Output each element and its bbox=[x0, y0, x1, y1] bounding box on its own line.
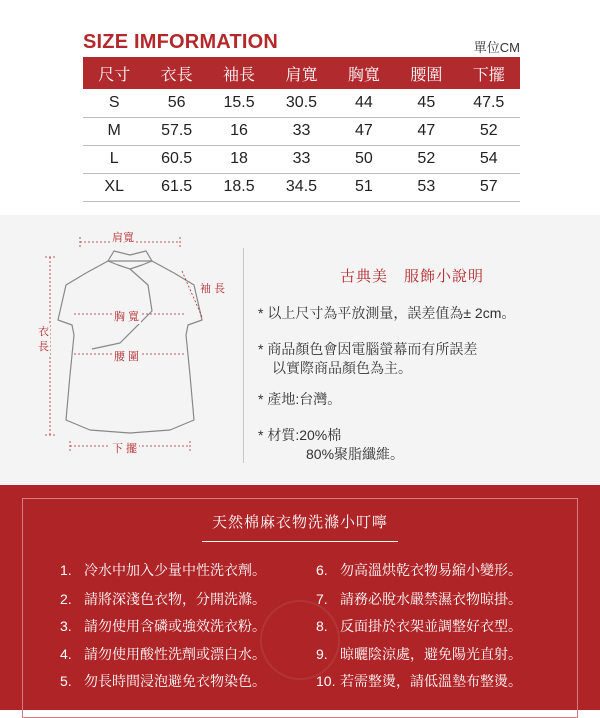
table-cell: 16 bbox=[208, 117, 270, 145]
table-header: 下擺 bbox=[458, 57, 520, 89]
table-cell: 50 bbox=[333, 145, 395, 173]
table-cell: 57 bbox=[458, 173, 520, 201]
label-shoulder: 肩寬 bbox=[110, 229, 136, 245]
table-cell: 61.5 bbox=[145, 173, 207, 201]
care-item bbox=[60, 589, 266, 609]
care-title: 天然棉麻衣物洗滌小叮嚀 bbox=[211, 514, 388, 531]
care-item bbox=[60, 560, 266, 580]
care-item-num: 9. bbox=[316, 646, 328, 662]
table-header: 衣長 bbox=[145, 57, 207, 89]
note-line: * 以上尺寸為平放測量，誤差值為± 2cm。 bbox=[258, 305, 516, 321]
size-section bbox=[0, 0, 600, 215]
note-item bbox=[258, 426, 404, 464]
care-item-num: 6. bbox=[316, 562, 328, 578]
care-item-text: 反面掛於衣架並調整好衣型。 bbox=[340, 618, 522, 634]
label-sleeve: 袖 長 bbox=[198, 280, 227, 296]
watermark-logo bbox=[260, 600, 340, 680]
note-line: * 產地:台灣。 bbox=[258, 391, 342, 407]
label-hem: 下 擺 bbox=[110, 440, 139, 456]
table-cell: 57.5 bbox=[145, 117, 207, 145]
table-cell: 15.5 bbox=[208, 89, 270, 117]
care-item bbox=[60, 616, 266, 636]
table-header-row bbox=[83, 57, 520, 89]
table-row bbox=[83, 173, 520, 201]
table-row bbox=[83, 89, 520, 117]
shirt-collar bbox=[108, 251, 152, 269]
care-item-num: 1. bbox=[60, 562, 72, 578]
table-cell: 18 bbox=[208, 145, 270, 173]
divider bbox=[243, 248, 244, 463]
note-line: * 材質:20%棉 bbox=[258, 427, 342, 443]
shirt-diagram bbox=[30, 225, 230, 465]
care-item-num: 3. bbox=[60, 618, 72, 634]
table-cell: 60.5 bbox=[145, 145, 207, 173]
table-cell: 51 bbox=[333, 173, 395, 201]
table-cell: 54 bbox=[458, 145, 520, 173]
care-item bbox=[60, 644, 266, 664]
care-item-text: 請將深淺色衣物，分開洗滌。 bbox=[84, 591, 266, 607]
size-title: SIZE IMFORMATION bbox=[83, 31, 279, 53]
table-cell: 18.5 bbox=[208, 173, 270, 201]
note-line: 80%聚脂纖維。 bbox=[306, 446, 405, 462]
care-item-num: 8. bbox=[316, 618, 328, 634]
care-item bbox=[316, 644, 522, 664]
unit-label: 單位CM bbox=[473, 40, 520, 55]
care-item-num: 5. bbox=[60, 673, 72, 689]
table-header: 肩寬 bbox=[270, 57, 332, 89]
label-waist: 腰 圍 bbox=[112, 348, 141, 364]
table-header: 腰圍 bbox=[395, 57, 457, 89]
table-cell: 45 bbox=[395, 89, 457, 117]
note-line: 以實際商品顏色為主。 bbox=[272, 360, 412, 376]
table-cell: 47.5 bbox=[458, 89, 520, 117]
table-cell: XL bbox=[83, 173, 145, 201]
table-cell: 47 bbox=[333, 117, 395, 145]
table-cell: 47 bbox=[395, 117, 457, 145]
table-row bbox=[83, 117, 520, 145]
care-item-text: 勿長時間浸泡避免衣物染色。 bbox=[84, 673, 266, 689]
care-item-text: 晾曬陰涼處，避免陽光直射。 bbox=[340, 646, 522, 662]
table-cell: M bbox=[83, 117, 145, 145]
table-cell: 34.5 bbox=[270, 173, 332, 201]
care-item bbox=[316, 560, 522, 580]
shirt-outline bbox=[58, 261, 202, 433]
table-cell: S bbox=[83, 89, 145, 117]
table-header: 胸寬 bbox=[333, 57, 395, 89]
care-item-text: 勿高溫烘乾衣物易縮小變形。 bbox=[340, 562, 522, 578]
care-item-text: 冷水中加入少量中性洗衣劑。 bbox=[84, 562, 266, 578]
care-item-num: 7. bbox=[316, 591, 328, 607]
table-cell: 44 bbox=[333, 89, 395, 117]
description-title: 古典美 服飾小說明 bbox=[340, 268, 485, 285]
table-cell: 30.5 bbox=[270, 89, 332, 117]
table-row bbox=[83, 145, 520, 173]
table-header: 袖長 bbox=[208, 57, 270, 89]
care-item-text: 請務必脫水嚴禁濕衣物晾掛。 bbox=[340, 591, 522, 607]
care-item-text: 若需整燙，請低溫墊布整燙。 bbox=[340, 673, 522, 689]
note-line: * 商品顏色會因電腦螢幕而有所誤差 bbox=[258, 341, 478, 357]
table-cell: 33 bbox=[270, 145, 332, 173]
table-cell: 56 bbox=[145, 89, 207, 117]
note-item bbox=[258, 340, 477, 378]
care-item bbox=[316, 616, 522, 636]
label-chest: 胸 寬 bbox=[112, 308, 141, 324]
care-item-num: 4. bbox=[60, 646, 72, 662]
note-item bbox=[258, 390, 341, 409]
table-header: 尺寸 bbox=[83, 57, 145, 89]
care-item bbox=[316, 589, 522, 609]
table-cell: 52 bbox=[458, 117, 520, 145]
table-cell: L bbox=[83, 145, 145, 173]
note-item bbox=[258, 304, 515, 323]
size-table bbox=[83, 57, 520, 202]
care-item-text: 請勿使用含磷或強效洗衣粉。 bbox=[84, 618, 266, 634]
care-item bbox=[316, 671, 522, 691]
table-cell: 52 bbox=[395, 145, 457, 173]
label-length: 衣長 bbox=[38, 326, 49, 353]
care-title-underline bbox=[202, 541, 398, 542]
care-item-text: 請勿使用酸性洗劑或漂白水。 bbox=[84, 646, 266, 662]
table-cell: 53 bbox=[395, 173, 457, 201]
care-item bbox=[60, 671, 266, 691]
care-item-num: 2. bbox=[60, 591, 72, 607]
care-item-num: 10. bbox=[316, 673, 336, 689]
table-cell: 33 bbox=[270, 117, 332, 145]
